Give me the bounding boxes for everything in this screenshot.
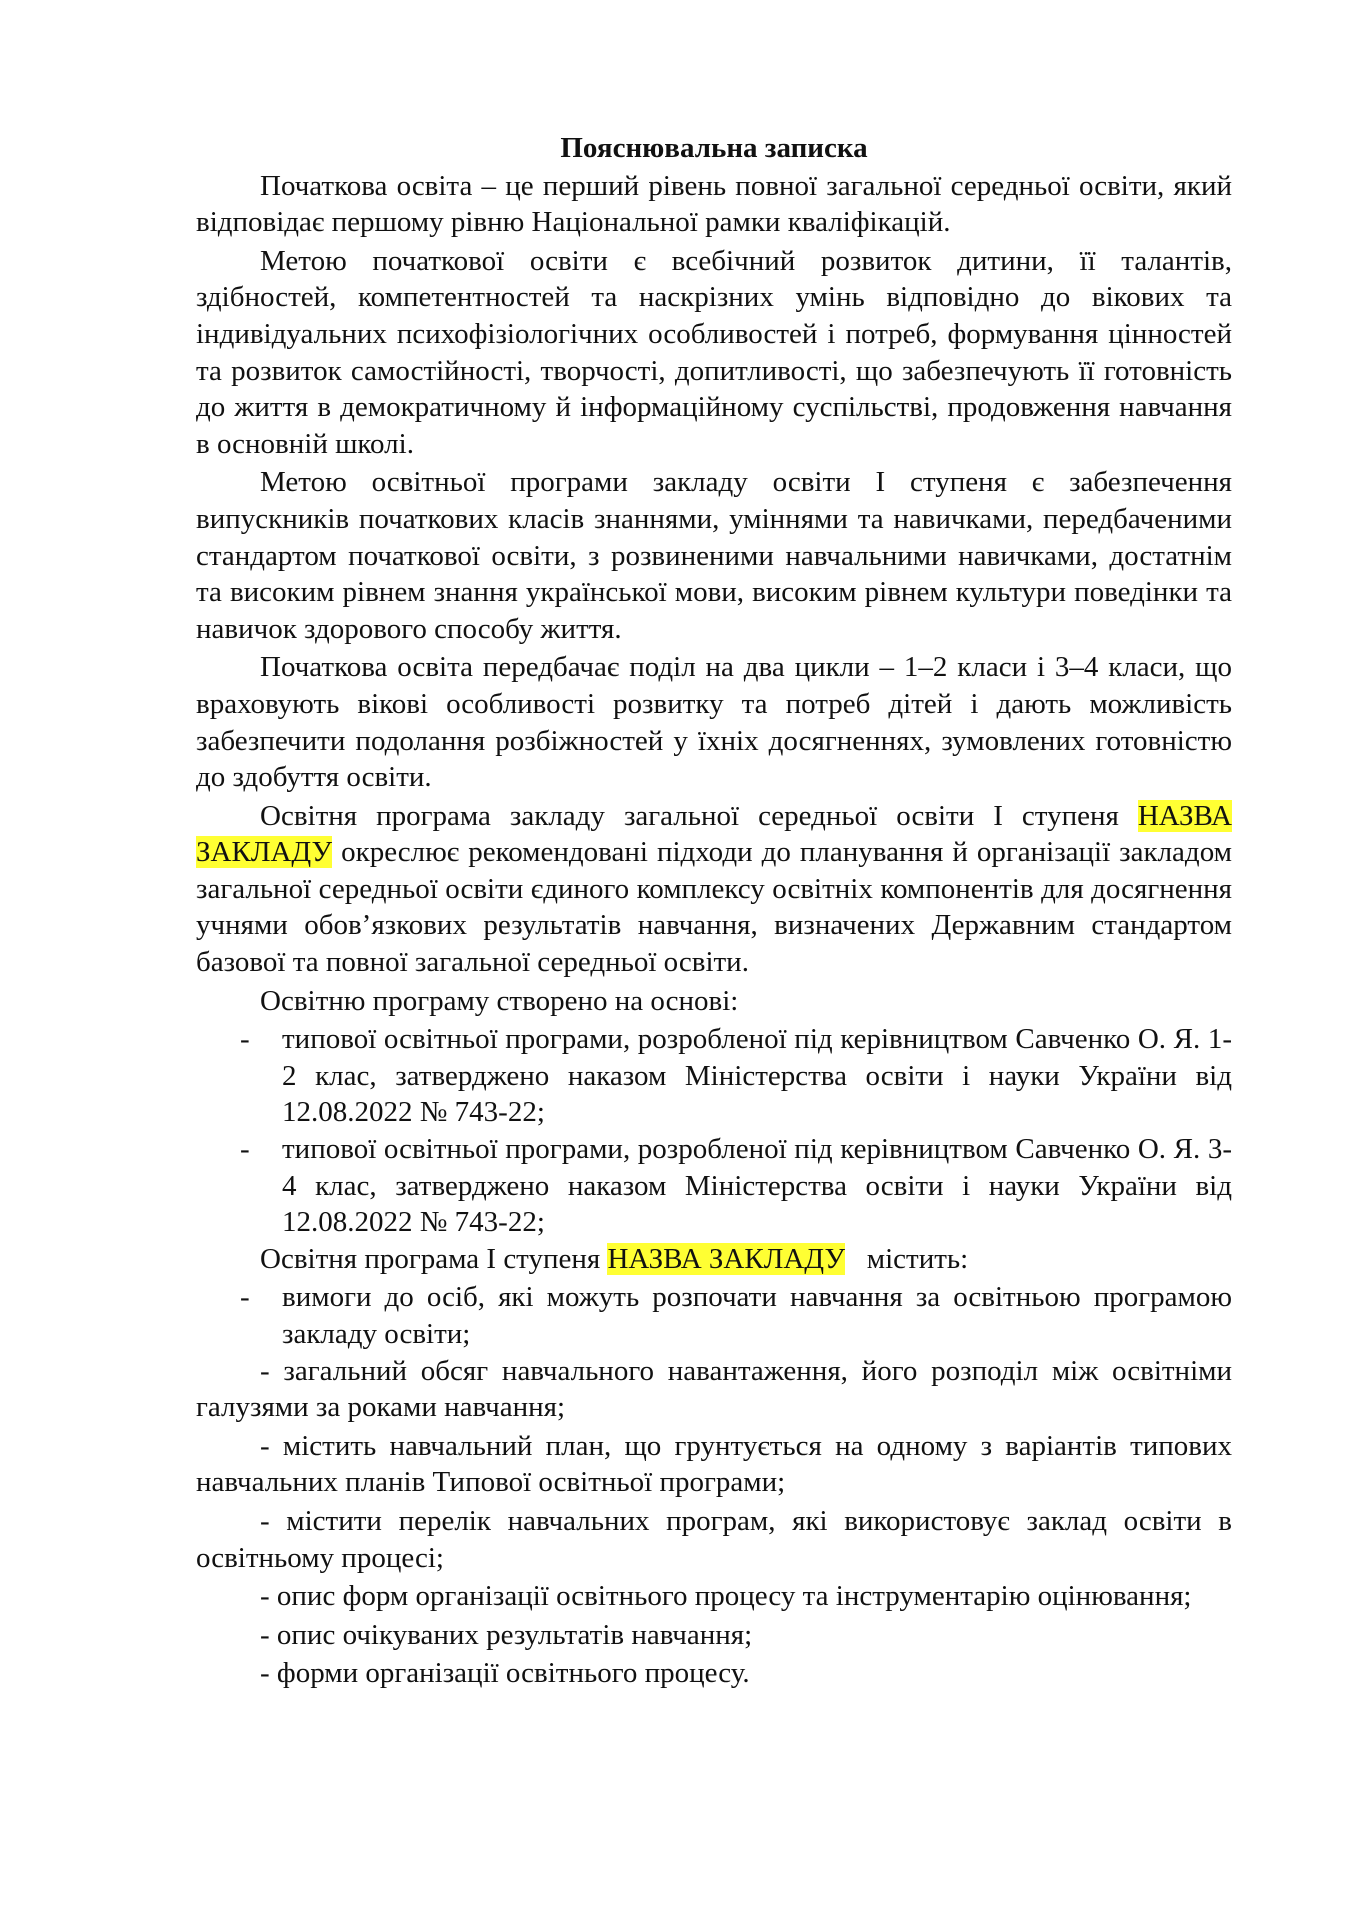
basis-list-item bbox=[196, 1131, 1232, 1241]
basis-item-text: типової освітньої програми, розробленої під керівництвом Савченко О. Я. 3-4 клас, затверджено наказом Міністерства освіти і науки України від 12.08.2022 № 743-22; bbox=[282, 1133, 1232, 1239]
basis-item-text: типової освітньої програми, розробленої під керівництвом Савченко О. Я. 1-2 клас, затверджено наказом Міністерства освіти і науки України від 12.08.2022 № 743-22; bbox=[282, 1023, 1232, 1129]
contents-item-text: вимоги до осіб, які можуть розпочати навчання за освітньою програмою закладу освіти; bbox=[282, 1281, 1232, 1350]
contents-item: - містити перелік навчальних програм, які використовує заклад освіти в освітньому процесі; bbox=[196, 1504, 1232, 1574]
document-title: Пояснювальна записка bbox=[560, 132, 868, 164]
paragraph-3: Метою освітньої програми закладу освіти І ступеня є забезпечення випускників початкових класів знаннями, уміннями та навичками, передбаченими стандартом початкової освіти, з розвиненими навчальними навичками, достатнім та високим рівнем знання української мови, високим рівнем культури поведінки та навичок здорового способу життя. bbox=[196, 466, 1232, 645]
paragraph-5 bbox=[196, 798, 1232, 981]
contents-item: - форми організації освітнього процесу. bbox=[260, 1657, 750, 1690]
paragraph-5-start: Освітня програма закладу загальної середньої освіти І ступеня bbox=[260, 799, 1138, 832]
list-dash: - bbox=[240, 1281, 250, 1314]
list-dash: - bbox=[240, 1133, 250, 1166]
contents-item: - містить навчальний план, що грунтується на одному з варіантів типових навчальних планів Типової освітньої програми; bbox=[196, 1429, 1232, 1499]
contents-item: - опис форм організації освітнього процесу та інструментарію оцінювання; bbox=[260, 1580, 1192, 1613]
contents-item: - загальний обсяг навчального навантаження, його розподіл між освітніми галузями за роками навчання; bbox=[196, 1354, 1232, 1424]
school-name-placeholder: НАЗВА ЗАКЛАДУ bbox=[196, 799, 1232, 869]
contents-item: - опис очікуваних результатів навчання; bbox=[260, 1618, 753, 1651]
paragraph-7 bbox=[196, 1241, 1232, 1278]
paragraph-6: Освітню програму створено на основі: bbox=[260, 984, 739, 1017]
paragraph-4: Початкова освіта передбачає поділ на два цикли – 1–2 класи і 3–4 класи, що враховують вікові особливості розвитку та потреб дітей і дають можливість забезпечити подолання розбіжностей у їхніх досягненнях, зумовлених готовністю до здобуття освіти. bbox=[196, 651, 1232, 794]
paragraph-5-end: окреслює рекомендовані підходи до планування й організації закладом загальної середньої освіти єдиного комплексу освітніх компонентів для досягнення учнями обов’язкових результатів навчання, визначених Державним стандартом базової та повної загальної середньої освіти. bbox=[196, 836, 1232, 979]
list-dash: - bbox=[240, 1023, 250, 1056]
paragraph-2: Метою початкової освіти є всебічний розвиток дитини, її талантів, здібностей, компетентностей та наскрізних умінь відповідно до вікових та індивідуальних психофізіологічних особливостей і потреб, формування цінностей та розвиток самостійності, творчості, допитливості, що забезпечують її готовність до життя в демократичному й інформаційному суспільстві, продовження навчання в основній школі. bbox=[196, 244, 1232, 460]
paragraph-7-end: містить: bbox=[866, 1242, 969, 1275]
basis-list-item bbox=[196, 1021, 1232, 1131]
contents-list-item bbox=[196, 1279, 1232, 1352]
paragraph-1: Початкова освіта – це перший рівень повної загальної середньої освіти, який відповідає першому рівню Національної рамки кваліфікацій. bbox=[196, 169, 1232, 239]
paragraph-7-start: Освітня програма І ступеня bbox=[260, 1242, 608, 1275]
school-name-placeholder: НАЗВА ЗАКЛАДУ bbox=[607, 1242, 845, 1275]
